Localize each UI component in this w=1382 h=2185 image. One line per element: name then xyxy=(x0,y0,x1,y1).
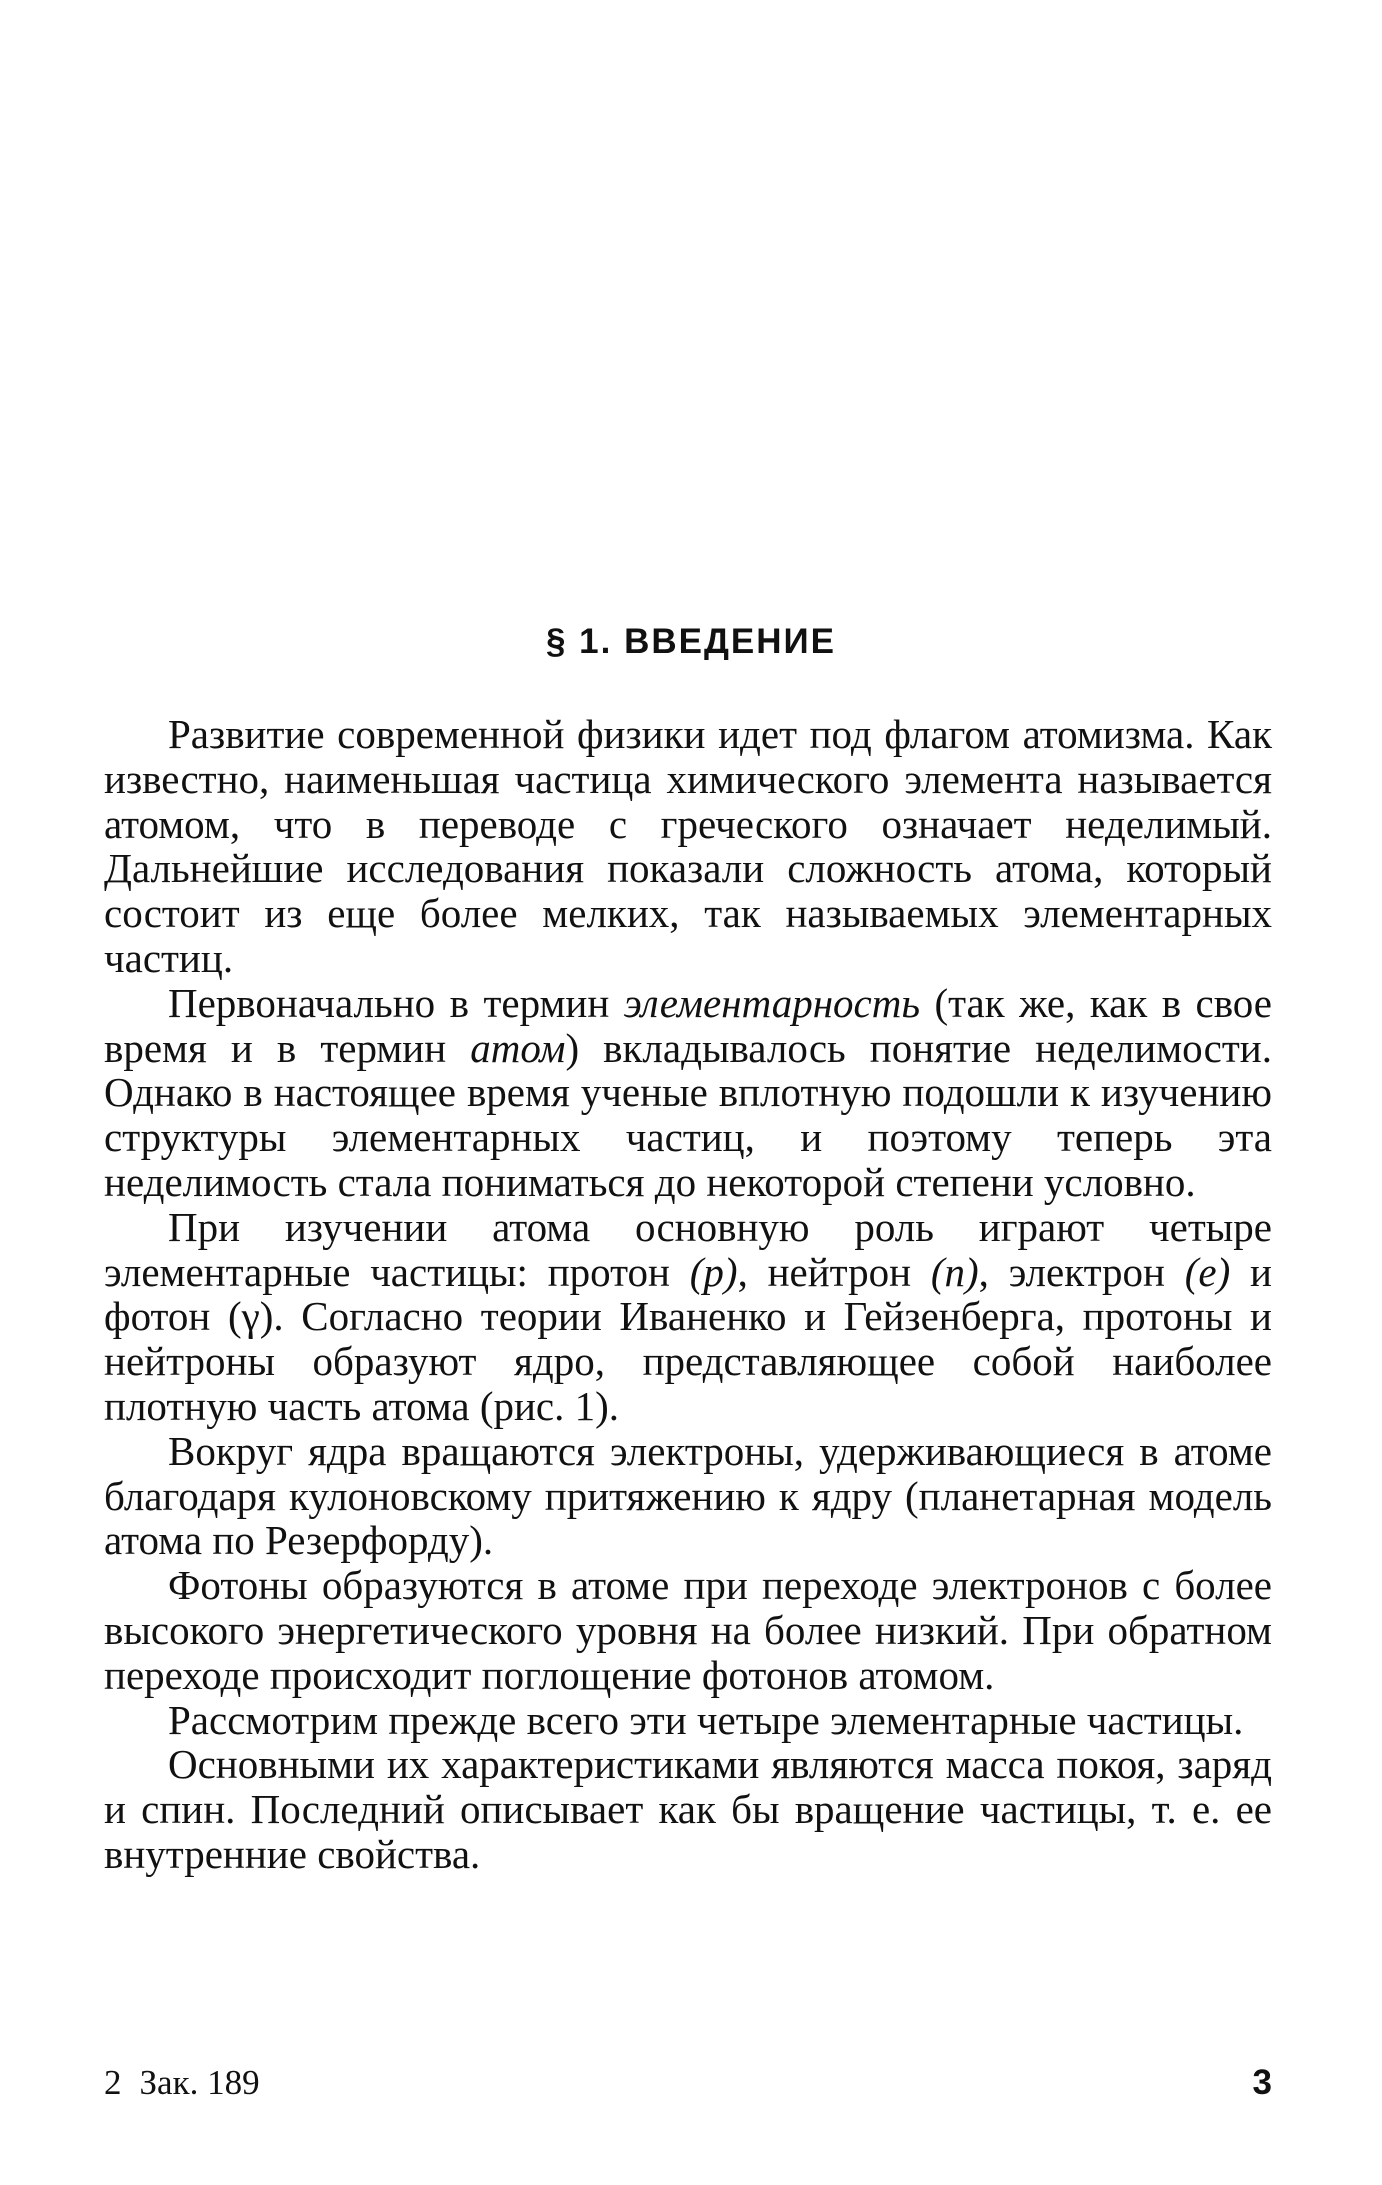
symbol-electron: (e) xyxy=(1184,1248,1231,1295)
paragraph-2-part-3: ) вкладывалось понятие неделимости. Однако в настоящее время ученые вплотную подошли к изучению структуры элементарных частиц, и поэтому теперь эта неделимость стала пониматься до некоторой степени условно. xyxy=(104,1024,1272,1205)
symbol-neutron: (n) xyxy=(930,1248,979,1295)
page-footer xyxy=(104,2063,1272,2103)
signature-number: 2 xyxy=(104,2063,122,2102)
paragraph-3 xyxy=(104,1205,1272,1429)
paragraph-7: Основными их характеристиками являются масса покоя, заряд и спин. Последний описывает как бы вращение частицы, т. е. ее внутренние свойства. xyxy=(104,1741,1272,1877)
paragraph-2-part-1: Первоначально в термин xyxy=(168,979,624,1026)
body-text xyxy=(104,712,1272,1877)
footer-left xyxy=(104,2063,278,2103)
paragraph-4: Вокруг ядра вращаются электроны, удерживающиеся в атоме благодаря кулоновскому притяжению к ядру (планетарная модель атома по Резерфорду). xyxy=(104,1427,1272,1564)
paragraph-3-part-4: и фотон (γ). Согласно теории Иваненко и Гейзенберга, протоны и нейтроны образуют ядро, представляющее собой наиболее плотную часть атома (рис. 1). xyxy=(104,1248,1272,1429)
term-atom: атом xyxy=(470,1024,566,1071)
paragraph-3-part-3: , электрон xyxy=(978,1248,1185,1295)
order-label: Зак. 189 xyxy=(139,2063,260,2102)
symbol-proton: (p) xyxy=(689,1248,738,1295)
paragraph-3-part-2: , нейтрон xyxy=(737,1248,931,1295)
paragraph-3-part-1: При изучении атома основную роль играют четыре элементарные частицы: протон xyxy=(104,1203,1272,1295)
paragraph-5: Фотоны образуются в атоме при переходе электронов с более высокого энергетического уровня на более низкий. При обратном переходе происходит поглощение фотонов атомом. xyxy=(104,1562,1272,1698)
term-elementarnost: элементарность xyxy=(623,979,920,1026)
page-number: 3 xyxy=(1252,2063,1272,2102)
paragraph-2 xyxy=(104,981,1272,1205)
paragraph-1: Развитие современной физики идет под флагом атомизма. Как известно, наименьшая частица химического элемента называется атомом, что в переводе с греческого означает неделимый. Дальнейшие исследования показали сложность атома, который состоит из еще более мелких, так называемых элементарных частиц. xyxy=(104,711,1272,981)
paragraph-2-part-2: (так же, как в свое время и в термин xyxy=(104,979,1272,1071)
section-heading: § 1. ВВЕДЕНИЕ xyxy=(545,622,837,661)
paragraph-6: Рассмотрим прежде всего эти четыре элементарные частицы. xyxy=(168,1696,1244,1743)
